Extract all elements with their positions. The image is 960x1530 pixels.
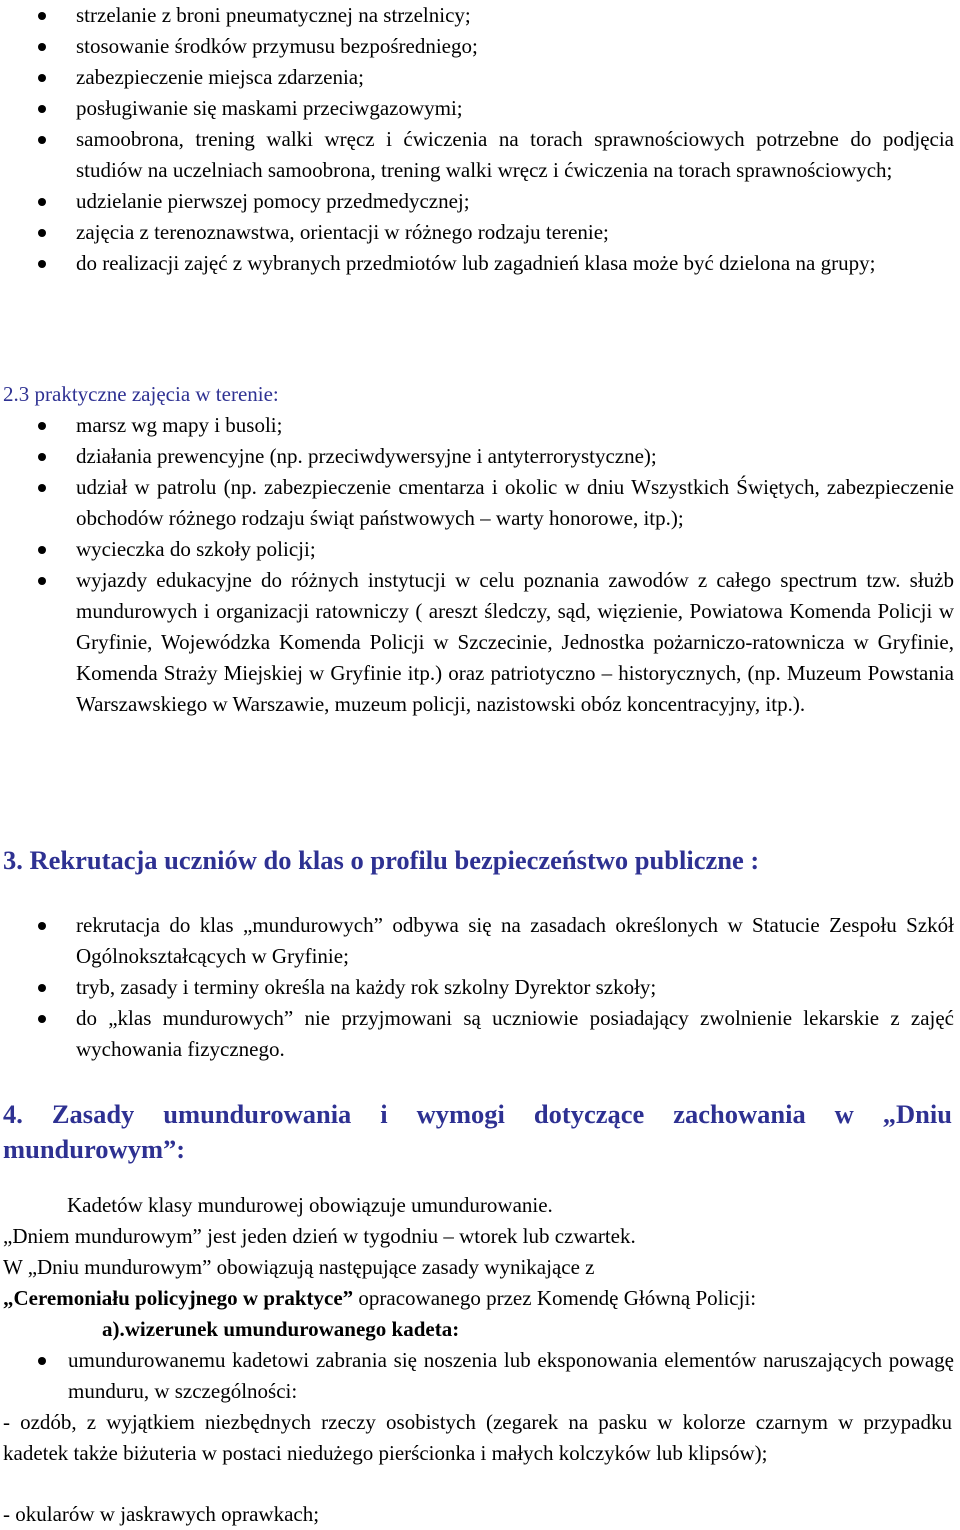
subsection-a-label: a).wizerunek umundurowanego kadeta: xyxy=(102,1317,460,1341)
bullet-icon xyxy=(38,577,46,585)
ceremonial-title: „Ceremoniału policyjnego w praktyce” xyxy=(3,1286,354,1310)
list-item: rekrutacja do klas „mundurowych” odbywa się na zasadach określonych w Statucie Zespołu Szkół Ogólnokształcących w Gryfinie; xyxy=(0,910,960,972)
top-bullet-list xyxy=(0,0,960,279)
section-3-list xyxy=(0,910,960,1065)
list-item: strzelanie z broni pneumatycznej na strzelnicy; xyxy=(0,0,960,31)
section-4-heading: 4. Zasady umundurowania i wymogi dotyczące zachowania w „Dniu mundurowym”: xyxy=(3,1099,952,1164)
section-3-heading: 3. Rekrutacja uczniów do klas o profilu bezpieczeństwo publiczne : xyxy=(3,845,760,875)
list-item: do „klas mundurowych” nie przyjmowani są uczniowie posiadający zwolnienie lekarskie z zajęć wychowania fizycznego. xyxy=(0,1003,960,1065)
list-item: zabezpieczenie miejsca zdarzenia; xyxy=(0,62,960,93)
dash-item: - okularów w jaskrawych oprawkach; xyxy=(3,1502,320,1526)
ceremonial-rest: opracowanego przez Komendę Główną Policji: xyxy=(353,1286,757,1310)
bullet-icon xyxy=(38,422,46,430)
bullet-icon xyxy=(38,984,46,992)
list-item: do realizacji zajęć z wybranych przedmiotów lub zagadnień klasa może być dzielona na grupy; xyxy=(0,248,960,279)
bullet-icon xyxy=(38,484,46,492)
dash-item: - ozdób, z wyjątkiem niezbędnych rzeczy osobistych (zegarek na pasku w kolorze czarnym w przypadku kadetek także biżuteria w postaci niedużego pierścionka i małych kolczyków lub klipsów); xyxy=(3,1410,952,1465)
list-item: umundurowanemu kadetowi zabrania się noszenia lub eksponowania elementów naruszających powagę munduru, w szczególności: xyxy=(0,1345,960,1407)
list-item: wycieczka do szkoły policji; xyxy=(0,534,960,565)
section-2-3-list xyxy=(0,410,960,720)
bullet-icon xyxy=(38,229,46,237)
list-item: udzielanie pierwszej pomocy przedmedycznej; xyxy=(0,186,960,217)
bullet-icon xyxy=(38,453,46,461)
bullet-icon xyxy=(38,43,46,51)
bullet-icon xyxy=(38,198,46,206)
bullet-icon xyxy=(38,105,46,113)
paragraph: W „Dniu mundurowym” obowiązują następujące zasady wynikające z xyxy=(3,1255,595,1279)
section-2-3-heading: 2.3 praktyczne zajęcia w terenie: xyxy=(3,382,279,406)
bullet-icon xyxy=(38,1357,46,1365)
list-item: marsz wg mapy i busoli; xyxy=(0,410,960,441)
list-item: posługiwanie się maskami przeciwgazowymi; xyxy=(0,93,960,124)
bullet-icon xyxy=(38,260,46,268)
list-item: wyjazdy edukacyjne do różnych instytucji w celu poznania zawodów z całego spectrum tzw. służb mundurowych i organizacji ratowniczy ( areszt śledczy, sąd, więzienie, Powiatowa Komenda Policji w Gryfinie, Wojewódzka Komenda Policji w Szczecinie, Jednostka pożarniczo-ratownicza w Gryfinie, Komenda Straży Miejskiej w Gryfinie itp.) oraz patriotyczno – historycznych, (np. Muzeum Powstania Warszawskiego w Warszawie, muzeum policji, nazistowski obóz koncentracyjny, itp.). xyxy=(0,565,960,720)
list-item: działania prewencyjne (np. przeciwdywersyjne i antyterrorystyczne); xyxy=(0,441,960,472)
paragraph: „Dniem mundurowym” jest jeden dzień w tygodniu – wtorek lub czwartek. xyxy=(3,1224,636,1248)
bullet-icon xyxy=(38,136,46,144)
paragraph: Kadetów klasy mundurowej obowiązuje umundurowanie. xyxy=(67,1193,553,1217)
list-item: samoobrona, trening walki wręcz i ćwiczenia na torach sprawnościowych potrzebne do podjęcia studiów na uczelniach samoobrona, trening walki wręcz i ćwiczenia na torach sprawnościowych; xyxy=(0,124,960,186)
bullet-icon xyxy=(38,922,46,930)
list-item: tryb, zasady i terminy określa na każdy rok szkolny Dyrektor szkoły; xyxy=(0,972,960,1003)
bullet-icon xyxy=(38,74,46,82)
bullet-icon xyxy=(38,546,46,554)
bullet-icon xyxy=(38,1015,46,1023)
bullet-icon xyxy=(38,12,46,20)
list-item: zajęcia z terenoznawstwa, orientacji w różnego rodzaju terenie; xyxy=(0,217,960,248)
paragraph-ceremonial xyxy=(3,1283,952,1314)
list-item: udział w patrolu (np. zabezpieczenie cmentarza i okolic w dniu Wszystkich Świętych, zabezpieczenie obchodów różnego rodzaju świąt państwowych – warty honorowe, itp.); xyxy=(0,472,960,534)
list-item: stosowanie środków przymusu bezpośredniego; xyxy=(0,31,960,62)
section-4-list xyxy=(0,1345,960,1407)
